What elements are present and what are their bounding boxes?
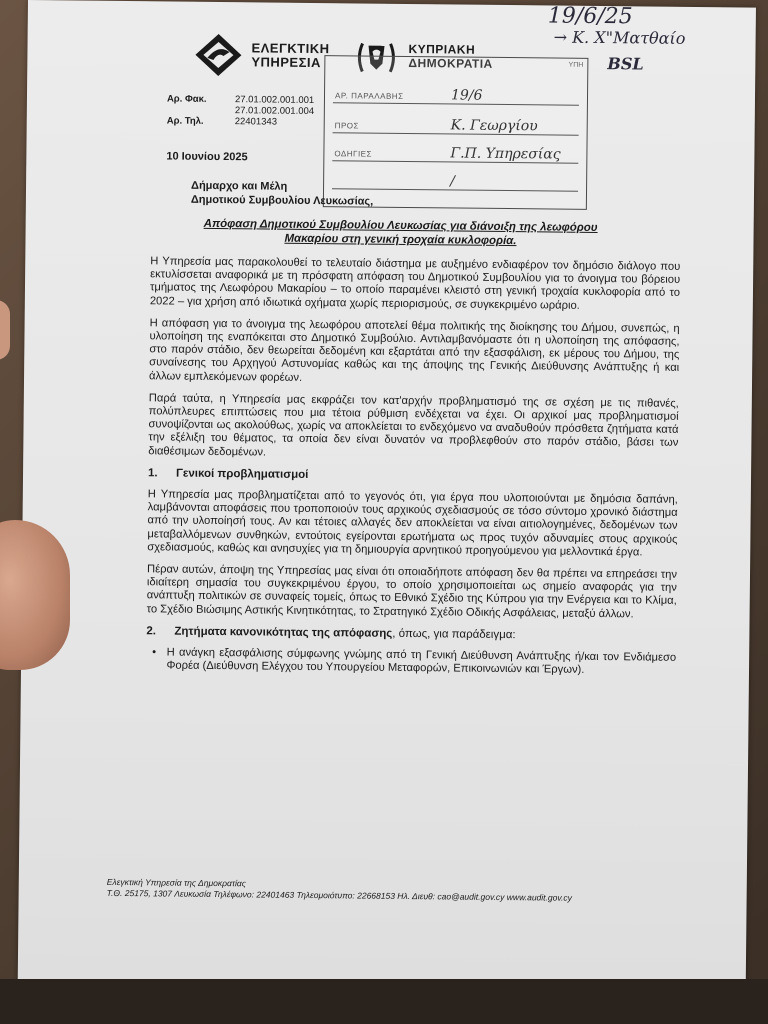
phone-number: 22401343 <box>234 116 278 128</box>
phone-label: Αρ. Τηλ. <box>166 115 204 127</box>
reference-numbers <box>167 93 315 128</box>
bottom-background <box>0 979 768 1024</box>
audit-logo-line2: ΥΠΗΡΕΣΙΑ <box>251 54 322 71</box>
footer-address: Τ.Θ. 25175, 1307 Λευκωσία Τηλέφωνο: 22401463 Τηλεομοιότυπο: 22668153 Ηλ. Διευθ: cao@audit.gov.cy www.audit.gov.cy <box>106 887 572 903</box>
stamp-row: ΑΡ. ΠΑΡΑΛΑΒΗΣ 19/6 <box>333 78 579 106</box>
footer-org: Ελεγκτική Υπηρεσία της Δημοκρατίας <box>106 876 246 889</box>
letter-body <box>146 255 680 678</box>
letter-footer <box>107 877 572 904</box>
addressee-line2: Δημοτικού Συμβουλίου Λευκωσίας, <box>190 193 374 208</box>
thumb <box>0 520 70 670</box>
cy-logo-line1: ΚΥΠΡΙΑΚΗ <box>408 41 476 57</box>
section-1-title: Γενικοί προβληματισμοί <box>175 467 309 481</box>
handwritten-date: 19/6/25 <box>547 3 633 30</box>
stamp-row: ΟΔΗΓΙΕΣ Γ.Π. Υπηρεσίας <box>332 136 578 164</box>
intro-paragraph-3: Παρά ταύτα, η Υπηρεσία μας εκφράζει τον κατ'αρχήν προβληματισμό της σε σχέση με τις πιθανές, πολύπλευρες επιπτώσεις που μια τέτοια ρύθμιση ενδέχεται να έχει. Οι αρχικοί μας προβληματισμοί συνοψίζονται ως ακολούθως, χωρίς να αποκλείεται το ενδεχόμενο να αναδυθούν πρόσθετα ζητήματα κατά την εξέλιξη του θέματος, τα οποία δεν είναι δυνατόν να προβλεφθούν στο παρόν στάδιο, βάσει των διαθέσιμων δεδομένων. <box>148 392 679 459</box>
stamp-row: ΠΡΟΣ Κ. Γεωργίου <box>333 108 579 136</box>
intro-paragraph-2: Η απόφαση για το άνοιγμα της λεωφόρου αποτελεί θέμα πολιτικής της διοίκησης του Δήμου, συνεπώς, η υλοποίηση της εναπόκειται στο Δημοτικό Συμβούλιο. Αντιλαμβανόμαστε ότι η υλοποίηση της απόφασης, στο παρόν στάδιο, δεν θεωρείται δεδομένη και εξαρτάται από την εξασφάλιση, εκ μέρους του Δήμου, της συναίνεσης του Αρχηγού Αστυνομίας καθώς και της άποψης της Γενικής Διεύθυνσης Ανάπτυξης ή και άλλων εμπλεκόμενων φορέων. <box>149 317 680 384</box>
section-2-heading <box>146 625 676 644</box>
letter-subject: Απόφαση Δημοτικού Συμβουλίου Λευκωσίας για διάνοιξη της λεωφόρου Μακαρίου στη γενική τροχαία κυκλοφορία. <box>203 217 598 248</box>
audit-logo-line1: ΕΛΕΓΚΤΙΚΗ <box>251 40 330 57</box>
list-item <box>152 646 676 678</box>
audit-office-emblem-icon <box>193 32 243 79</box>
letter-page <box>18 0 756 993</box>
stamp-row: / <box>332 164 578 192</box>
section-1-heading <box>148 467 678 486</box>
bullet-text: Η ανάγκη εξασφάλισης σύμφωνης γνώμης από τη Γενική Διεύθυνση Ανάπτυξης ή/και τον Ενδιάμεσο Φορέα (Διεύθυνση Ελέγχου του Υπουργείου Μεταφορών, Επικοινωνιών και Έργων). <box>166 646 677 677</box>
section-2-title: Ζητήματα κανονικότητας της απόφασης <box>174 625 393 640</box>
section-1-paragraph-2: Πέραν αυτών, άποψη της Υπηρεσίας μας είναι ότι οποιαδήποτε απόφαση δεν θα πρέπει να επηρεάσει την ιδιαίτερη σημασία του συγκεκριμένου έργου, το οποίο χρησιμοποιείται ως σημείο αναφοράς για την ανάπτυξη πολιτικών σε συναφείς τομείς, όπως το Εθνικό Σχέδιο της Κύπρου για την Ενέργεια και το Κλίμα, το Σχέδιο Βιώσιμης Αστικής Κινητικότητας, το Στρατηγικό Σχέδιο Οδικής Ασφάλειας, μεταξύ άλλων. <box>146 563 678 621</box>
file-number-2: 27.01.002.001.004 <box>234 105 315 118</box>
cy-logo-line2: ΔΗΜΟΚΡΑΤΙΑ <box>408 55 493 71</box>
section-2-title-rest: , όπως, για παράδειγμα: <box>392 627 516 642</box>
section-2-number: 2. <box>146 625 157 638</box>
section-1-number: 1. <box>147 467 158 480</box>
section-1-paragraph-1: Η Υπηρεσία μας προβληματίζεται από το γεγονός ότι, για έργα που υλοποιούνται με δημόσια δαπάνη, λαμβάνονται αποφάσεις που τροποποιούν τους αρχικούς σχεδιασμούς σε τόσο σύντομο χρονικό διάστημα από την υλοποίησή τους. Αν και τέτοιες αλλαγές δεν αποκλείεται να είναι αιτιολογημένες, δεδομένων των μεταβαλλόμενων συνθηκών, εντούτοις εγείρονται ερωτήματα ως προς τυχόν αδυναμίες στους αρχικούς σχεδιασμούς, καθώς και ανησυχίες για τη δημιουργία αρνητικού προηγούμενου για μελλοντικά έργα. <box>147 488 678 559</box>
addressee-line1: Δήμαρχο και Μέλη <box>191 179 288 193</box>
intro-paragraph-1: Η Υπηρεσία μας παρακολουθεί το τελευταίο διάστημα με αυξημένο ενδιαφέρον τον δημόσιο διάλογο που εκτυλίσσεται αναφορικά με τη πρόσφατη απόφαση του Δημοτικού Συμβουλίου για το άνοιγμα του βόρειου τμήματος της Λεωφόρου Μακαρίου – το οποίο παραμένει κλειστό στη γενική τροχαία κυκλοφορία από το 2022 – για χρήση από ιδιωτικά οχήματα χωρίς περιορισμούς, σε συγκεκριμένο ωράριο. <box>149 255 681 312</box>
handwritten-recipient: → Κ. Χ"Ματθαίο <box>553 27 686 48</box>
finger <box>0 300 10 360</box>
bullet-icon: • <box>152 646 157 659</box>
letter-date: 10 Ιουνίου 2025 <box>166 150 248 164</box>
addressee <box>191 179 374 209</box>
file-number-label: Αρ. Φακ. <box>166 93 207 105</box>
audit-office-logo <box>193 32 330 79</box>
handwritten-initials: BSL <box>607 54 644 74</box>
file-number-1: 27.01.002.001.001 <box>234 94 315 107</box>
stamp-corner-text: ΥΠΗ <box>568 61 584 69</box>
